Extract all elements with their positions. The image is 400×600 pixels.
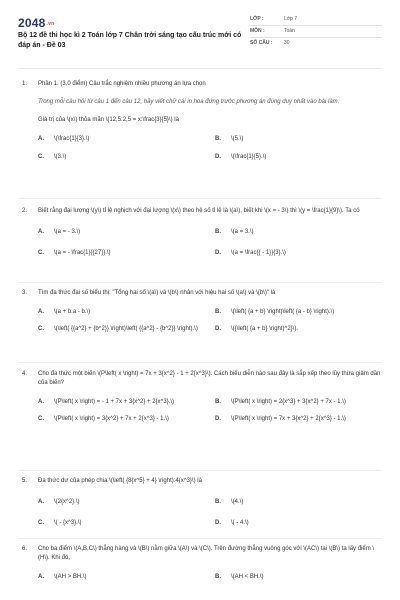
question-number: 3.: [22, 290, 28, 296]
option-text: \(P\left( x \right) = 3{x^2} + 7x + 2{x^3} - 1.\): [54, 416, 169, 422]
option-b[interactable]: [215, 308, 382, 317]
question-text: Tìm đa thức đại số biểu thị: "Tổng hai số \(a\) và \(b\) nhân với hiệu hai số \(a\) và \(b\)" là: [38, 290, 276, 296]
meta-label: MÔN :: [250, 27, 265, 34]
section-instruction: Trong mỗi câu hỏi từ câu 1 đến câu 12, hãy viết chữ cái in hoa đứng trước phương án đúng duy nhất vào bài làm.: [38, 99, 340, 105]
question-text: Cho đa thức một biến \(P\left( x \right) = 7x + 3{x^2} - 1 + 2{x^3}\). Cách biểu diễn nào sau đây là sắp xếp theo lũy thừa giảm dần của biến?: [38, 371, 381, 386]
document-header: [18, 14, 382, 70]
answer-options: [22, 135, 382, 162]
option-letter: B.: [215, 136, 221, 142]
option-letter: A.: [38, 136, 44, 142]
option-d[interactable]: [215, 415, 382, 424]
option-letter: A.: [38, 229, 44, 235]
question-1: [22, 80, 382, 162]
question-5: [22, 477, 382, 528]
option-text: \(3.\): [54, 154, 67, 160]
option-d[interactable]: [215, 325, 382, 334]
answer-options: [22, 228, 382, 258]
meta-label: LỚP :: [250, 15, 264, 22]
question-4: [22, 370, 382, 424]
option-letter: C.: [38, 416, 44, 422]
logo-suffix: .vn: [46, 21, 55, 27]
option-letter: D.: [215, 154, 221, 160]
option-letter: C.: [38, 520, 44, 526]
option-b[interactable]: [215, 135, 382, 144]
option-text: \(\left( {{a^2} + {b^2}} \right)\left( {{a^2} - {b^2}} \right).\): [54, 326, 198, 332]
answer-options: [22, 498, 382, 528]
option-text: \(P\left( x \right) = 2{x^3} + 3{x^2} + 7x - 1.\): [231, 399, 346, 405]
option-text: \(2{x^2}.\): [54, 499, 80, 505]
option-letter: A.: [38, 399, 44, 405]
option-c[interactable]: [38, 415, 205, 424]
option-letter: C.: [38, 154, 44, 160]
option-text: \({\left( {a + b} \right)^2}\).: [231, 326, 299, 332]
option-a[interactable]: [38, 398, 205, 407]
option-letter: D.: [215, 326, 221, 332]
option-c[interactable]: [38, 153, 205, 162]
option-d[interactable]: [215, 153, 382, 162]
option-text: \(\left( {a + b} \right)\left( {a - b} \right).\): [231, 309, 335, 315]
question-divider: [18, 470, 382, 471]
option-a[interactable]: [38, 135, 205, 144]
option-letter: B.: [215, 309, 221, 315]
option-text: \(AH > BH.\): [54, 574, 87, 580]
question-number: 4.: [22, 371, 28, 377]
meta-row-subject: [250, 26, 382, 38]
meta-row-count: [250, 38, 382, 50]
option-a[interactable]: [38, 228, 205, 237]
question-text: Biết rằng đại lượng \(y\) tỉ lệ nghịch với đại lượng \(x\) theo hệ số tỉ lệ là \(a\), biết khi \(x = - 3\) thì \(y = \frac{1}{9}\). Ta có: [38, 208, 360, 214]
site-logo[interactable]: [18, 14, 54, 32]
option-b[interactable]: [215, 498, 382, 507]
option-text: \(5.\): [231, 136, 244, 142]
meta-value: Toán: [284, 27, 295, 34]
option-b[interactable]: [215, 573, 382, 582]
option-text: \(P\left( x \right) = 7x + 3{x^2} + 2{x^3} - 1.\): [231, 416, 346, 422]
option-c[interactable]: [38, 249, 205, 258]
option-letter: A.: [38, 574, 44, 580]
question-number: 2.: [22, 208, 28, 214]
document-title: Bộ 12 đề thi học kì 2 Toán lớp 7 Chân trời sáng tạo cấu trúc mới có đáp án - Đề 03: [18, 32, 242, 50]
logo-text: 2048: [18, 16, 46, 30]
option-letter: A.: [38, 499, 44, 505]
option-text: \(\frac{1}{5}.\): [231, 154, 267, 160]
question-3: [22, 289, 382, 334]
question-6: [22, 545, 382, 582]
option-text: \( - {x^3}.\): [54, 520, 82, 526]
option-letter: C.: [38, 326, 44, 332]
option-a[interactable]: [38, 308, 205, 317]
question-divider: [18, 198, 382, 199]
meta-value: 30: [284, 40, 290, 47]
option-c[interactable]: [38, 325, 205, 334]
question-text: Cho ba điểm \(A,B,C\) thẳng hàng và \(B\) nằm giữa \(A\) và \(C\). Trên đường thẳng vuông góc với \(AC\) tại \(B\) ta lấy điểm \(H\). Khi đó,: [38, 546, 375, 561]
option-letter: B.: [215, 229, 221, 235]
section-title: Phần 1. (3,0 điểm) Câu trắc nghiệm nhiều phương án lựa chọn: [38, 81, 206, 87]
option-text: \(a + b.a - b.\): [54, 309, 91, 315]
option-b[interactable]: [215, 228, 382, 237]
option-d[interactable]: [215, 519, 382, 528]
option-letter: D.: [215, 250, 221, 256]
option-text: \(AH < BH.\): [231, 574, 264, 580]
option-letter: D.: [215, 520, 221, 526]
option-text: \(a = 3.\): [231, 229, 254, 235]
option-text: \(\frac{1}{3}.\): [54, 136, 90, 142]
option-text: \(4.\): [231, 499, 244, 505]
option-letter: A.: [38, 309, 44, 315]
meta-value: Lớp 7: [284, 15, 298, 22]
option-text: \(P\left( x \right) = - 1 + 7x + 3{x^2} + 2{x^3}.\): [54, 399, 175, 405]
option-letter: B.: [215, 399, 221, 405]
meta-label: SỐ CÂU :: [250, 40, 273, 47]
option-letter: D.: [215, 416, 221, 422]
question-text: Đa thức dư của phép chia \(\left( {8{x^5} + 4} \right):4{x^3}\) là: [38, 478, 202, 484]
question-divider: [18, 362, 382, 363]
answer-options: [22, 398, 382, 424]
meta-row-class: [250, 14, 382, 26]
option-c[interactable]: [38, 519, 205, 528]
question-number: 1.: [22, 81, 28, 87]
document-meta: [250, 14, 382, 50]
option-letter: B.: [215, 574, 221, 580]
header-divider: [18, 68, 382, 69]
answer-options: [22, 573, 382, 582]
question-text: Giá trị của \(x\) thỏa mãn \(12,5:2,5 = x:\frac{3}{5}\) là: [38, 117, 179, 123]
option-text: \(a = - \frac{1}{{27}}.\): [54, 250, 111, 256]
question-number: 5.: [22, 478, 28, 484]
option-b[interactable]: [215, 398, 382, 407]
option-text: \(a = \frac{{ - 1}}{3}.\): [231, 250, 286, 256]
option-d[interactable]: [215, 249, 382, 258]
question-divider: [18, 538, 382, 539]
option-letter: B.: [215, 499, 221, 505]
option-a[interactable]: [38, 573, 205, 582]
option-letter: C.: [38, 250, 44, 256]
answer-options: [22, 308, 382, 334]
option-text: \( - 4.\): [231, 520, 249, 526]
question-number: 6.: [22, 546, 28, 552]
question-divider: [18, 282, 382, 283]
option-text: \(a = - 3.\): [54, 229, 81, 235]
question-2: [22, 207, 382, 258]
option-a[interactable]: [38, 498, 205, 507]
